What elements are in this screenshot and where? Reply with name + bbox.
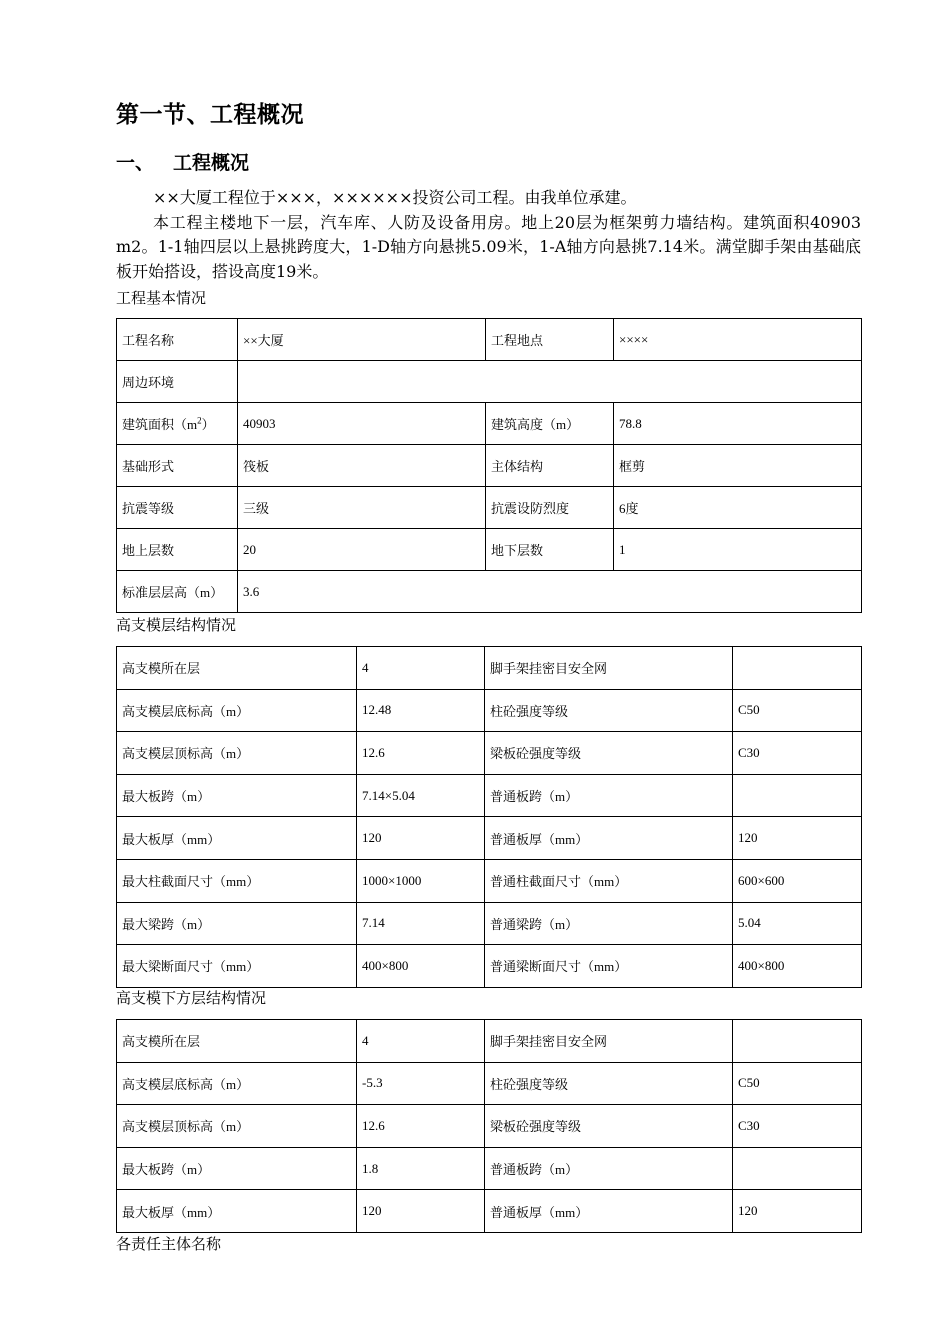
table-row (117, 1062, 862, 1105)
table-cell: 最大梁断面尺寸（mm） (117, 945, 357, 988)
section-title: 第一节、工程概况 (116, 102, 304, 128)
table-cell: 600×600 (733, 859, 862, 902)
table-cell: 地下层数 (486, 529, 614, 571)
table-cell: ××大厦 (238, 319, 486, 361)
area-label-sup: 2 (197, 415, 202, 426)
table-row (117, 445, 862, 487)
table2-caption: 高支模层结构情况 (116, 616, 237, 634)
intro-paragraph-2: 本工程主楼地下一层，汽车库、人防及设备用房。地上20层为框架剪力墙结构。建筑面积40903 m2。1-1轴四层以上悬挑跨度大，1-D轴方向悬挑5.09米，1-A轴方向悬挑7.14米。满堂脚手架由基础底板开始搭设，搭设高度19米。 (116, 212, 861, 281)
table-cell: 基础形式 (117, 445, 238, 487)
table-cell: 最大柱截面尺寸（mm） (117, 859, 357, 902)
table-cell: 梁板砼强度等级 (485, 1105, 733, 1148)
table-cell: ×××× (614, 319, 862, 361)
table-row (117, 403, 862, 445)
table-cell: 地上层数 (117, 529, 238, 571)
table-cell: 柱砼强度等级 (485, 689, 733, 732)
table-cell: 12.6 (357, 732, 485, 775)
table-cell: 普通板跨（m） (485, 1147, 733, 1190)
table-row (117, 647, 862, 690)
table-cell: 最大板跨（m） (117, 774, 357, 817)
subsection-number: 一、 (116, 152, 155, 174)
table-row (117, 319, 862, 361)
table-cell: 120 (357, 1190, 485, 1233)
table-cell: C50 (733, 1062, 862, 1105)
table-cell: 7.14 (357, 902, 485, 945)
table-cell (733, 647, 862, 690)
table-cell: 12.48 (357, 689, 485, 732)
table-cell: 高支模所在层 (117, 1020, 357, 1063)
table-cell: 120 (733, 1190, 862, 1233)
table-row (117, 1020, 862, 1063)
table-cell: 400×800 (733, 945, 862, 988)
table-cell: 普通板厚（mm） (485, 817, 733, 860)
table-cell: 5.04 (733, 902, 862, 945)
table1-caption: 工程基本情况 (116, 289, 207, 307)
basic-info-table (116, 318, 862, 613)
table-cell: 普通板跨（m） (485, 774, 733, 817)
table-cell: 最大板厚（mm） (117, 1190, 357, 1233)
table-cell (117, 403, 238, 445)
table-cell: 400×800 (357, 945, 485, 988)
table-cell: 3.6 (238, 571, 862, 613)
table-cell: 普通板厚（mm） (485, 1190, 733, 1233)
table-row (117, 945, 862, 988)
table-cell: 主体结构 (486, 445, 614, 487)
area-label-prefix: 建筑面积（m (122, 417, 198, 432)
table-cell: 普通柱截面尺寸（mm） (485, 859, 733, 902)
table-cell (238, 361, 862, 403)
lower-floor-table (116, 1019, 862, 1233)
table-cell: 78.8 (614, 403, 862, 445)
table-cell: 柱砼强度等级 (485, 1062, 733, 1105)
subsection-title: 工程概况 (173, 152, 250, 174)
table-cell: 脚手架挂密目安全网 (485, 1020, 733, 1063)
table-cell: 120 (733, 817, 862, 860)
table-row (117, 529, 862, 571)
table-row (117, 1190, 862, 1233)
table-cell: 1000×1000 (357, 859, 485, 902)
table-cell: 最大板厚（mm） (117, 817, 357, 860)
table-cell: -5.3 (357, 1062, 485, 1105)
table-cell: 普通梁跨（m） (485, 902, 733, 945)
table-row (117, 732, 862, 775)
table-cell: 三级 (238, 487, 486, 529)
table-cell: 1.8 (357, 1147, 485, 1190)
table3-caption: 高支模下方层结构情况 (116, 989, 267, 1007)
intro-paragraph-1: ××大厦工程位于×××，××××××投资公司工程。由我单位承建。 (153, 188, 637, 207)
table-row (117, 859, 862, 902)
table-cell: 工程名称 (117, 319, 238, 361)
subsection-heading (116, 148, 249, 175)
table-cell: 建筑高度（m） (486, 403, 614, 445)
footer-caption: 各责任主体名称 (116, 1235, 222, 1253)
table-cell: C50 (733, 689, 862, 732)
table-row (117, 817, 862, 860)
table-cell: 4 (357, 1020, 485, 1063)
table-cell: 标准层层高（m） (117, 571, 238, 613)
table-cell: 周边环境 (117, 361, 238, 403)
table-cell: 普通梁断面尺寸（mm） (485, 945, 733, 988)
table-cell: 脚手架挂密目安全网 (485, 647, 733, 690)
table-cell: C30 (733, 732, 862, 775)
table-cell: 120 (357, 817, 485, 860)
intro-text (116, 186, 861, 284)
table-cell: 高支模层底标高（m） (117, 689, 357, 732)
table-row (117, 1105, 862, 1148)
table-cell: 1 (614, 529, 862, 571)
table-cell (733, 1020, 862, 1063)
table-cell: 筏板 (238, 445, 486, 487)
table-row (117, 774, 862, 817)
table-row (117, 361, 862, 403)
high-formwork-table (116, 646, 862, 988)
table-cell: 20 (238, 529, 486, 571)
table-cell: 工程地点 (486, 319, 614, 361)
table-cell: 40903 (238, 403, 486, 445)
table-cell: 最大梁跨（m） (117, 902, 357, 945)
table-cell: 框剪 (614, 445, 862, 487)
table-cell: 抗震设防烈度 (486, 487, 614, 529)
table-cell: 6度 (614, 487, 862, 529)
table-cell: 最大板跨（m） (117, 1147, 357, 1190)
table-cell: 7.14×5.04 (357, 774, 485, 817)
table-cell (733, 774, 862, 817)
table-cell: 高支模层底标高（m） (117, 1062, 357, 1105)
area-label-suffix: ） (201, 417, 215, 432)
table-cell: 高支模层顶标高（m） (117, 732, 357, 775)
table-row (117, 571, 862, 613)
table-row (117, 902, 862, 945)
table-cell: 4 (357, 647, 485, 690)
table-cell: 抗震等级 (117, 487, 238, 529)
table-cell: 梁板砼强度等级 (485, 732, 733, 775)
table-cell: 12.6 (357, 1105, 485, 1148)
table-row (117, 487, 862, 529)
table-cell: C30 (733, 1105, 862, 1148)
table-row (117, 689, 862, 732)
table-cell: 高支模层顶标高（m） (117, 1105, 357, 1148)
table-row (117, 1147, 862, 1190)
table-cell: 高支模所在层 (117, 647, 357, 690)
table-cell (733, 1147, 862, 1190)
